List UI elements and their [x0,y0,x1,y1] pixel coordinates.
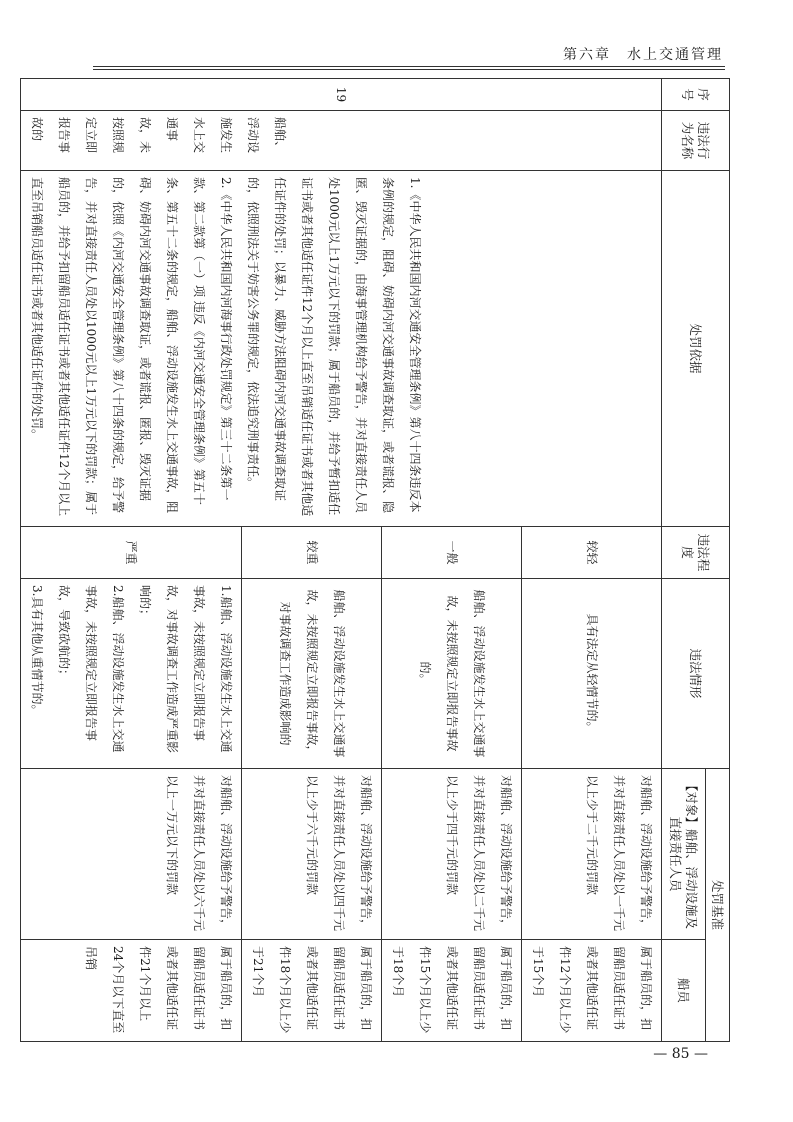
circumstance-4-item-2: 2.船舶、浮动设施发生水上交通事故，未按照规定立即报告事故，导致砍航的； [57,585,125,753]
page-header [0,0,793,70]
crew-penalty-1: 属于船员的，扣留船员适任证书或者其他适任证件12个月以上少于15个月 [522,940,662,1042]
degree-2: 一般 [382,527,522,579]
violation-name: 船舶、浮动设施发生水上交通事故，未按照规定立即报告事故的 [21,111,662,171]
vessel-penalty-4: 对船舶、浮动设施给予警告，并对直接责任人员处以六千元以上一万元以下的罚款 [21,769,242,940]
circumstance-4 [21,579,242,769]
row-number: 19 [21,79,662,111]
vessel-penalty-2: 对船舶、浮动设施给予警告，并对直接责任人员处以二千元以上少于四千元的罚款 [382,769,522,940]
header-rule [93,66,725,67]
basis-item-2: 2.《中华人民共和国内河海事行政处罚规定》第三十二条第一款、第二款第（一）项 违反《内河交通安全管理条例》第五十条、第五十二条的规定，船舶、浮动设施发生水上交通事故，阻碍、妨碍内河交通事故调查取证，或者谎报、匿报、毁灭证据的，依照《内河交通安全管理条例》第八十四条的规定，给予警告，并对直接责任人员处以1000元以上1万元以下的罚款；属于船员的，并给予扣留船员适任证书或者其他适任证件12个月以上直至吊销船员适任证书或者其他适任证件的处罚。 [30,177,233,517]
circumstance-4-item-3: 3.具有其他从重情节的。 [30,585,44,717]
penalty-basis [21,171,662,527]
degree-3: 较重 [242,527,382,579]
vessel-penalty-1: 对船舶、浮动设施给予警告，并对直接责任人员处以一千元以上少于二千元的罚款 [522,769,662,940]
degree-1: 较轻 [522,527,662,579]
header-no: 序号 [662,79,730,111]
crew-penalty-4: 属于船员的，扣留船员适任证书或者其他适任证件21个月以上24个月以下直至吊销 [21,940,242,1042]
circumstance-3: 船舶、浮动设施发生水上交通事故，未按照规定立即报告事故，对事故调查工作造成影响的 [242,579,382,769]
circumstance-2: 船舶、浮动设施发生水上交通事故，未按照规定立即报告事故的。 [382,579,522,769]
header-rule-thin [93,69,725,70]
header-object-vessel: 【对象】船舶、浮动设施及直接责任人员 [662,769,706,940]
vessel-penalty-3: 对船舶、浮动设施给予警告，并对直接责任人员处以四千元以上少于六千元的罚款 [242,769,382,940]
crew-penalty-3: 属于船员的，扣留船员适任证书或者其他适任证件18个月以上少于21个月 [242,940,382,1042]
basis-item-1: 1.《中华人民共和国内河交通安全管理条例》第八十四条违反本条例的规定，阻碍、妨碍内河交通事故调查取证，或者谎报、隐匿、毁灭证据的，由海事管理机构给予警告，并对直接责任人员处1000元以上1万元以下的罚款；属于船员的，并给予暂扣适任证书或者其他适任证件12个月以上直至吊销适任证书或者其他适任证件的处罚；以暴力、威胁方法阻碍内河交通事故调查取证的，依照刑法关于妨害公务罪的规定，依法追究刑事责任。 [246,177,422,517]
penalty-table-rotated [30,78,730,1041]
circumstance-4-item-1: 1.船舶、浮动设施发生水上交通事故，未按照规定立即报告事故，对事故调查工作造成严重影响的； [138,585,233,754]
header-degree: 违法程度 [662,527,730,579]
header-object-crew: 船员 [662,940,706,1042]
header-name: 违法行为名称 [662,111,730,171]
page-number: — 85 — [653,1046,708,1062]
header-basis: 处罚依据 [662,171,730,527]
header-standard: 处罚基准 [706,769,730,1042]
chapter-title: 第六章 水上交通管理 [563,47,723,63]
degree-4: 严重 [21,527,242,579]
header-circumstance: 违法情形 [662,579,730,769]
circumstance-1: 具有法定从轻情节的。 [522,579,662,769]
crew-penalty-2: 属于船员的，扣留船员适任证书或者其他适任证件15个月以上少于18个月 [382,940,522,1042]
penalty-table [20,78,730,1042]
